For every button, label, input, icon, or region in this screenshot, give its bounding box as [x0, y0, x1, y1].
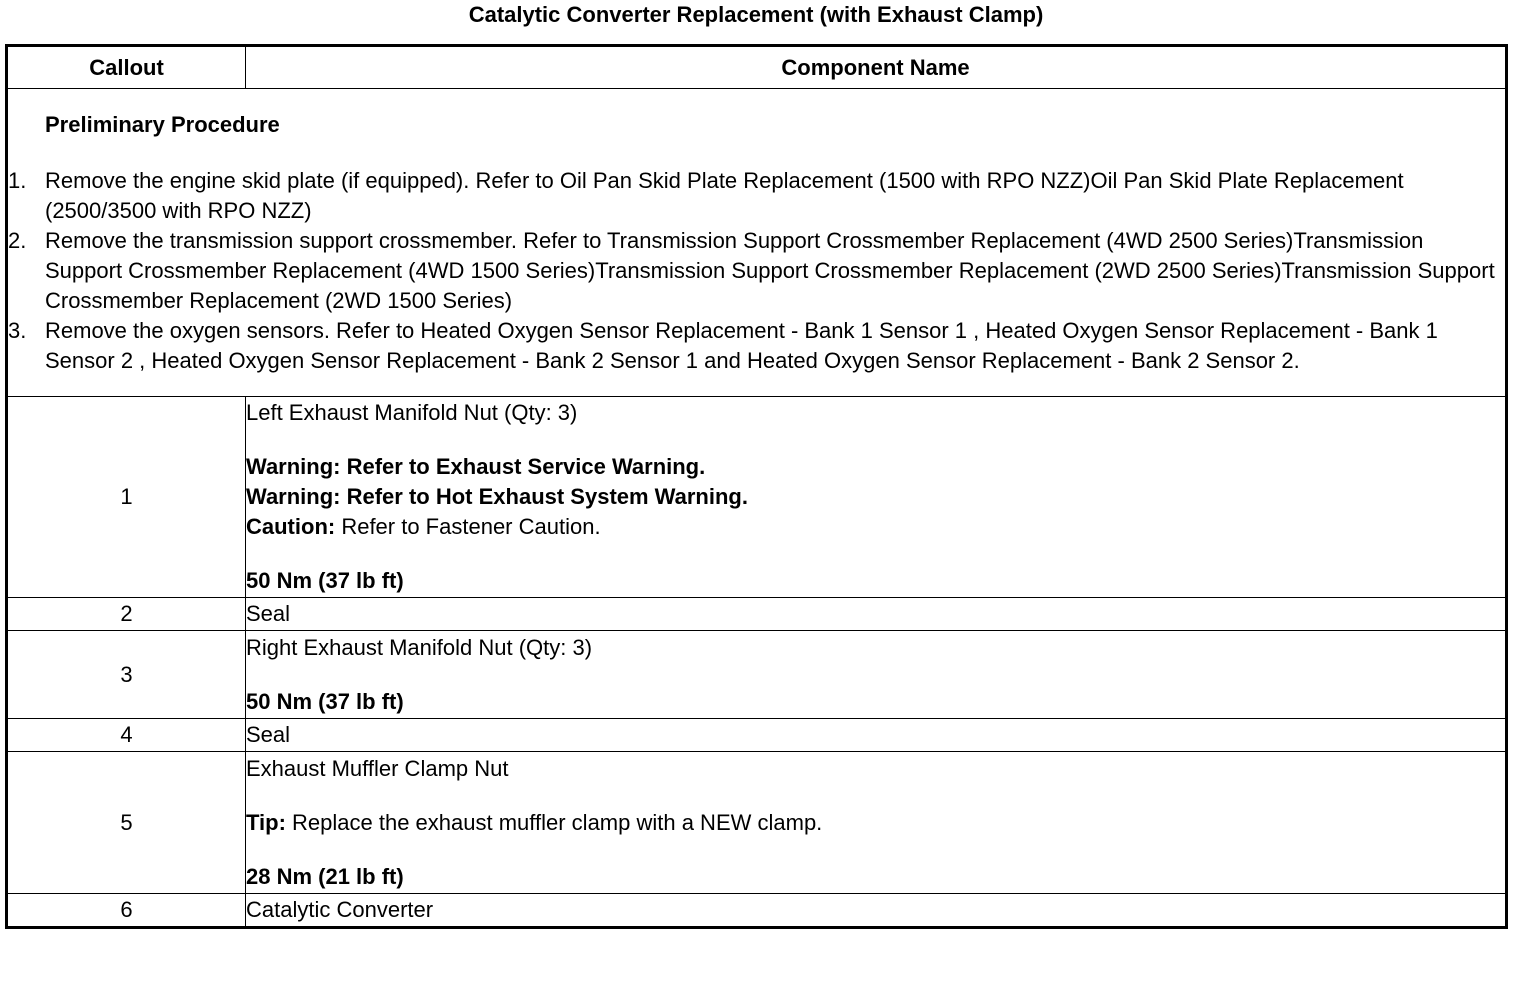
component-cell [246, 752, 1507, 894]
preliminary-procedure-cell [7, 89, 1507, 397]
caution-note [246, 512, 1505, 542]
component-table [5, 44, 1508, 929]
table-row [7, 598, 1507, 631]
table-row [7, 397, 1507, 598]
preliminary-procedure-heading: Preliminary Procedure [45, 111, 280, 137]
step-text: Remove the transmission support crossmember. Refer to Transmission Support Crossmember Replacement (4WD 2500 Series)Transmission Support Crossmember Replacement (4WD 1500 Series)Transmission Support Crossmember Replacement (2WD 2500 Series)Transmission Support Crossmember Replacement (2WD 1500 Series) [45, 227, 1495, 313]
warning-text: Warning: Refer to Exhaust Service Warning. [246, 454, 706, 479]
table-row [7, 719, 1507, 752]
preliminary-procedure-row [7, 89, 1507, 397]
caution-text: Refer to Fastener Caution. [335, 514, 601, 539]
component-cell [246, 397, 1507, 598]
column-header-component-name: Component Name [246, 46, 1507, 89]
component-name: Exhaust Muffler Clamp Nut [246, 755, 509, 781]
callout-cell: 3 [7, 631, 246, 719]
step-number: 3. [8, 317, 27, 343]
component-cell [246, 631, 1507, 719]
callout-cell: 1 [7, 397, 246, 598]
step-number: 1. [8, 167, 27, 193]
procedure-step [8, 226, 1505, 316]
component-name: Seal [246, 601, 291, 626]
tip-text: Replace the exhaust muffler clamp with a NEW clamp. [285, 809, 823, 835]
component-cell [246, 719, 1507, 752]
warning-text: Warning: Refer to Hot Exhaust System Warning. [246, 484, 748, 509]
tip-note [246, 808, 1505, 838]
callout-cell: 4 [7, 719, 246, 752]
component-name: Right Exhaust Manifold Nut (Qty: 3) [246, 634, 593, 660]
column-header-callout: Callout [7, 46, 246, 89]
procedure-step [8, 316, 1505, 376]
component-name: Seal [246, 722, 291, 747]
torque-spec: 50 Nm (37 lb ft) [246, 568, 404, 593]
step-text: Remove the engine skid plate (if equipped). Refer to Oil Pan Skid Plate Replacement (1500 with RPO NZZ)Oil Pan Skid Plate Replacement (2500/3500 with RPO NZZ) [45, 167, 1404, 223]
table-row [7, 752, 1507, 894]
component-name: Left Exhaust Manifold Nut (Qty: 3) [246, 400, 578, 425]
callout-cell: 2 [7, 598, 246, 631]
page-title: Catalytic Converter Replacement (with Exhaust Clamp) [468, 2, 1044, 27]
table-row [7, 894, 1507, 928]
callout-cell: 6 [7, 894, 246, 928]
table-header-row [7, 46, 1507, 89]
component-cell [246, 598, 1507, 631]
torque-spec: 50 Nm (37 lb ft) [246, 688, 404, 714]
component-cell [246, 894, 1507, 928]
step-number: 2. [8, 227, 27, 253]
torque-spec: 28 Nm (21 lb ft) [246, 863, 404, 889]
table-row [7, 631, 1507, 719]
step-text: Remove the oxygen sensors. Refer to Heated Oxygen Sensor Replacement - Bank 1 Sensor 1 , Heated Oxygen Sensor Replacement - Bank 1 Sensor 2 , Heated Oxygen Sensor Replacement - Bank 2 Sensor 1 and Heated Oxygen Sensor Replacement - Bank 2 Sensor 2. [45, 317, 1438, 373]
caution-label: Caution: [246, 514, 336, 539]
tip-label: Tip: [246, 809, 286, 835]
callout-cell: 5 [7, 752, 246, 894]
procedure-step [8, 166, 1505, 226]
component-name: Catalytic Converter [246, 897, 434, 922]
